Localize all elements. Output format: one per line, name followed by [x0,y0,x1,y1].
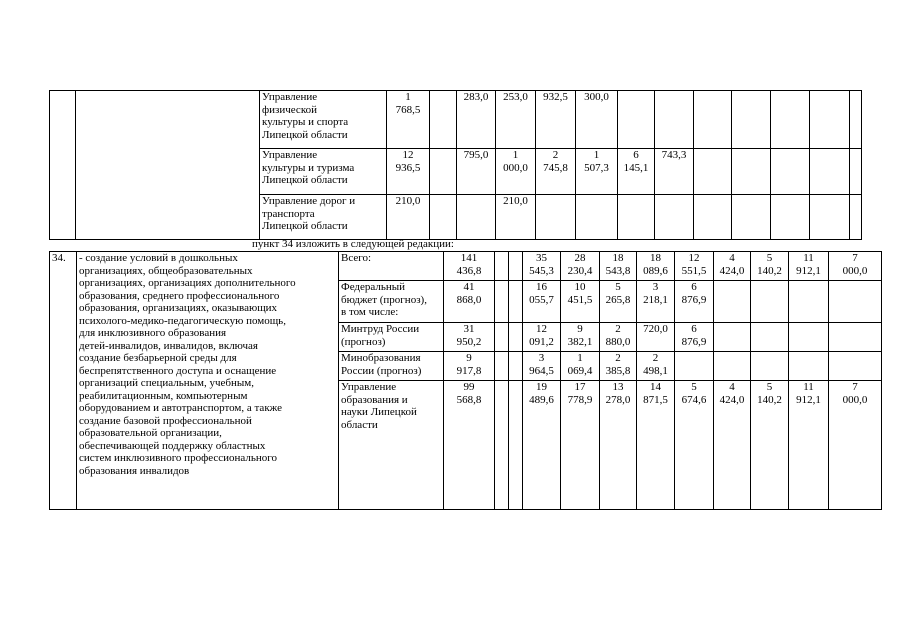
value-cell [694,91,732,149]
value-cell: 18 089,6 [637,252,675,281]
value-cell [771,91,810,149]
value-cell [509,281,523,323]
value-cell: 720,0 [637,323,675,352]
organization-cell: Управление физической культуры и спорта Липецкой области [260,91,387,149]
value-cell [810,91,850,149]
value-cell: 31 950,2 [444,323,495,352]
value-cell [810,149,850,195]
value-cell: 12 091,2 [523,323,561,352]
value-cell [732,195,771,240]
value-cell: 11 912,1 [789,381,829,510]
value-cell [694,195,732,240]
value-cell [771,149,810,195]
funding-source-cell: Минтруд России (прогноз) [339,323,444,352]
item-description: - создание условий в дошкольных организациях, общеобразовательных организациях, организациях дополнительного образования, среднего профессионального образования, организациях, оказывающих психолого-медико-педагогическую помощь, для инклюзивного образования детей-инвалидов, инвалидов, включая создание безбарьерной среды для беспрепятственного доступа и оснащение организаций специальным, учебным, реабилитационным, компьютерным оборудованием и автотранспортом, а также создание базовой профессиональной образовательной организации, обеспечивающей поддержку областных систем инклюзивного профессионального образования инвалидов [77,252,339,510]
value-cell [536,195,576,240]
value-cell: 5 674,6 [675,381,714,510]
value-cell: 795,0 [457,149,496,195]
value-cell: 10 451,5 [561,281,600,323]
value-cell [509,352,523,381]
value-cell [714,323,751,352]
funding-source-cell: Всего: [339,252,444,281]
value-cell: 11 912,1 [789,252,829,281]
value-cell: 210,0 [387,195,430,240]
table-row [50,252,882,281]
value-cell [495,323,509,352]
value-cell: 1 000,0 [496,149,536,195]
value-cell: 9 917,8 [444,352,495,381]
value-cell: 6 876,9 [675,323,714,352]
item-34-table [49,251,882,510]
value-cell [789,323,829,352]
row-number-cell [50,91,76,240]
value-cell [618,195,655,240]
value-cell: 17 778,9 [561,381,600,510]
top-table [49,90,862,240]
value-cell [850,195,862,240]
value-cell: 14 871,5 [637,381,675,510]
value-cell [618,91,655,149]
value-cell: 1 768,5 [387,91,430,149]
value-cell [495,381,509,510]
value-cell [509,323,523,352]
value-cell [694,149,732,195]
value-cell: 35 545,3 [523,252,561,281]
value-cell: 4 424,0 [714,252,751,281]
value-cell [495,352,509,381]
value-cell [675,352,714,381]
value-cell [430,149,457,195]
value-cell: 1 069,4 [561,352,600,381]
value-cell [789,352,829,381]
value-cell [714,352,751,381]
value-cell: 13 278,0 [600,381,637,510]
value-cell: 16 055,7 [523,281,561,323]
value-cell: 9 382,1 [561,323,600,352]
value-cell [732,91,771,149]
value-cell: 5 140,2 [751,381,789,510]
value-cell: 6 876,9 [675,281,714,323]
value-cell [850,149,862,195]
value-cell: 28 230,4 [561,252,600,281]
funding-source-cell: Федеральный бюджет (прогноз), в том числе: [339,281,444,323]
value-cell [576,195,618,240]
amendment-note: пункт 34 изложить в следующей редакции: [252,238,454,250]
value-cell [829,281,882,323]
organization-cell: Управление дорог и транспорта Липецкой области [260,195,387,240]
value-cell: 3 964,5 [523,352,561,381]
funding-source-cell: Управление образования и науки Липецкой области [339,381,444,510]
value-cell: 5 265,8 [600,281,637,323]
value-cell [751,352,789,381]
item-number: 34. [50,252,77,510]
value-cell [829,323,882,352]
value-cell: 3 218,1 [637,281,675,323]
value-cell: 4 424,0 [714,381,751,510]
value-cell: 210,0 [496,195,536,240]
value-cell [850,91,862,149]
value-cell [495,252,509,281]
value-cell: 253,0 [496,91,536,149]
value-cell [509,252,523,281]
value-cell: 5 140,2 [751,252,789,281]
organization-cell: Управление культуры и туризма Липецкой области [260,149,387,195]
value-cell: 1 507,3 [576,149,618,195]
value-cell [810,195,850,240]
description-cell [76,91,260,240]
value-cell [457,195,496,240]
value-cell: 283,0 [457,91,496,149]
value-cell: 6 145,1 [618,149,655,195]
value-cell [714,281,751,323]
value-cell [771,195,810,240]
value-cell: 7 000,0 [829,381,882,510]
value-cell: 19 489,6 [523,381,561,510]
value-cell: 2 745,8 [536,149,576,195]
value-cell [789,281,829,323]
value-cell: 743,3 [655,149,694,195]
value-cell: 2 880,0 [600,323,637,352]
value-cell: 2 385,8 [600,352,637,381]
value-cell: 12 551,5 [675,252,714,281]
value-cell [430,195,457,240]
value-cell [732,149,771,195]
value-cell: 932,5 [536,91,576,149]
value-cell [509,381,523,510]
value-cell [655,195,694,240]
value-cell: 99 568,8 [444,381,495,510]
value-cell [430,91,457,149]
funding-source-cell: Минобразования России (прогноз) [339,352,444,381]
value-cell [495,281,509,323]
value-cell: 300,0 [576,91,618,149]
value-cell: 2 498,1 [637,352,675,381]
value-cell [751,281,789,323]
table-row [50,91,862,149]
value-cell: 18 543,8 [600,252,637,281]
value-cell: 12 936,5 [387,149,430,195]
value-cell: 141 436,8 [444,252,495,281]
value-cell [829,352,882,381]
value-cell: 7 000,0 [829,252,882,281]
value-cell: 41 868,0 [444,281,495,323]
value-cell [655,91,694,149]
value-cell [751,323,789,352]
